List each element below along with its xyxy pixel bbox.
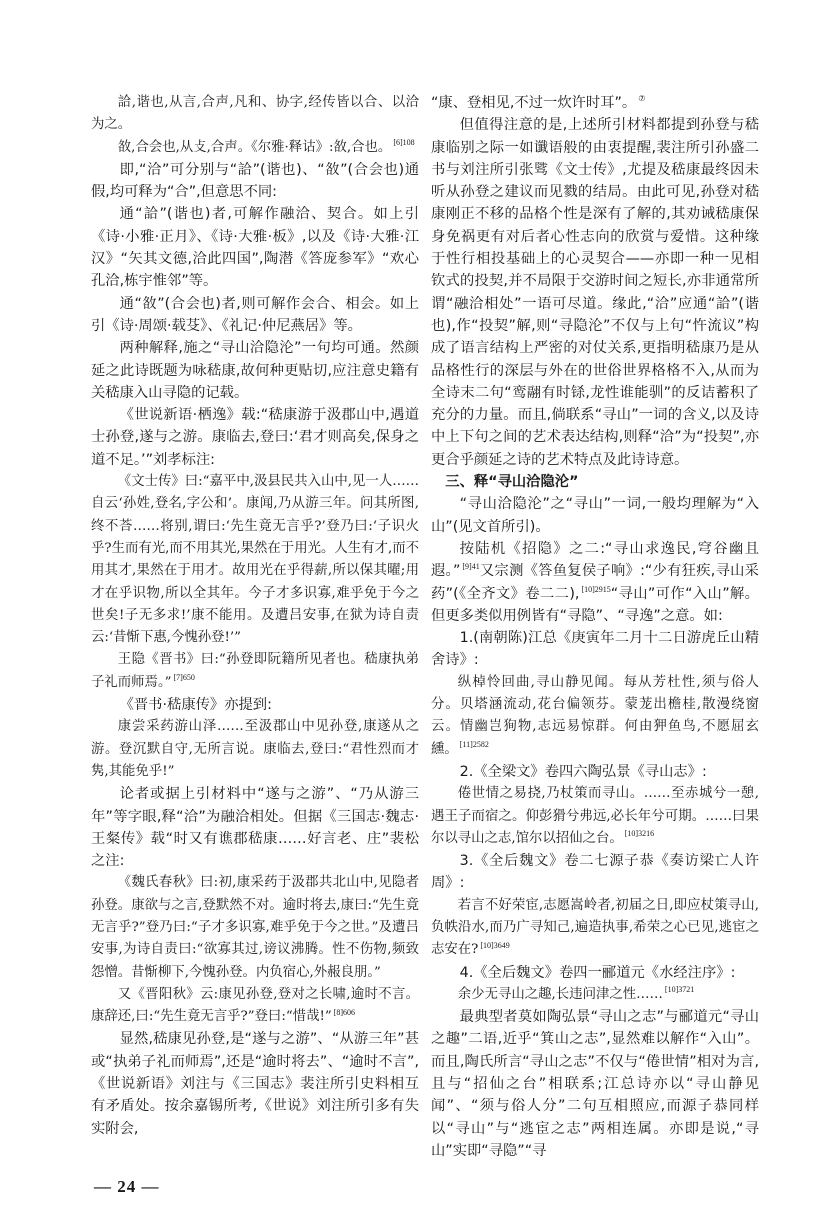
paragraph-text: 若言不好荣宦,志愿嵩岭者,初届之日,即应杖策寻山,负帙沿水,而乃广寻知己,遍造执事,希荣之心已见,逃宦之志安在? — [431, 897, 759, 958]
paragraph-text: 显然,嵇康见孙登,是“遂与之游”、“从游三年”甚或“执弟子礼而师焉”,还是“逾时将去”、“逾时不言”,《世说新语》刘注与《三国志》裴注所引史料相互有矛盾处。按余嘉锡所考,《世说》刘注所引多有失实附会, — [91, 1031, 419, 1137]
citation-ref: [10]3649 — [480, 940, 510, 950]
paragraph-text: 两种解释,施之“寻山洽隐沦”一句均可通。然颜延之此诗既题为咏嵇康,故何种更贴切,应注意史籍有关嵇康入山寻隐的记载。 — [91, 340, 419, 401]
paragraph-text: 詥,谐也,从言,合声,凡和、协字,经传皆以合、以洽为之。 — [91, 95, 419, 133]
paragraph-text: 又宗测《答鱼复侯子响》:“少有狂疾,寻山采药”(《全齐文》卷二二), — [431, 563, 759, 602]
paragraph-text: 《世说新语·栖逸》载:“嵇康游于汲郡山中,遇道士孙登,遂与之游。康临去,登曰:‘君才则高矣,保身之道不足。’”刘孝标注: — [91, 407, 419, 468]
paragraph-text: 2.《全梁文》卷四六陶弘景《寻山志》: — [459, 763, 707, 780]
body-paragraph — [431, 1006, 759, 1162]
paragraph-text: 三、释“寻山洽隐沦” — [445, 474, 579, 491]
paragraph-text: “寻山洽隐沦”之“寻山”一词,一般均理解为“入山”(见文首所引)。 — [431, 496, 759, 535]
citation-ref: [9]41 — [462, 562, 480, 572]
body-paragraph — [431, 114, 759, 471]
paragraph-text: 最典型者莫如陶弘景“寻山之志”与郦道元“寻山之趣”二语,近乎“箕山之志”,显然难以解作“入山”。而且,陶氏所言“寻山之志”不仅与“倦世情”相对为言,且与“招仙之台”相联系;江总诗亦以“寻山静见闻”、“须与俗人分”二句互相照应,而源子恭同样以“寻山”与“逃宦之志”两相连属。亦即是说,“寻山”实即“寻隐”“寻 — [431, 1009, 759, 1159]
paragraph-text: 《文士传》曰:“嘉平中,汲县民共入山中,见一人……自云‘孙姓,登名,字公和’。康闻,乃从游三年。问其所图,终不荅……将别,谓曰:‘先生竟无言乎?’登乃曰:‘子识火乎?生而有光,而不用其光,果然在于用光。人生有才,而不用其才,果然在于用才。故用光在乎得薪,所以保其曜;用才在乎识物,所以全其年。今子才多识寡,难乎免于今之世矣!子无多求!’康不能用。及遭吕安事,在狱为诗自责云:‘昔惭下惠,今愧孙登!’” — [91, 474, 419, 646]
block-quote — [91, 92, 419, 137]
paragraph-text: 但值得注意的是,上述所引材料都提到孙登与嵇康临别之际一如谶语般的由衷提醒,裴注所引孙盛二书与刘注所引张骘《文士传》,尤提及嵇康最终因未听从孙登之建议而见戮的结局。由此可见,孙登对嵇康刚正不移的品格个性是深有了解的,其劝诫嵇康保身免祸更有对后者心性志向的欣赏与爱惜。这种缘于性行相投基础上的心灵契合——亦即一种一见相钦式的投契,并不局限于交游时间之短长,亦非通常所谓“融洽相处”一语可尽道。缘此,“洽”应通“詥”(谐也),作“投契”解,则“寻隐沦”不仅与上句“忤流议”构成了语言结构上严密的对仗关系,更指明嵇康乃是从品格性行的深层与外在的世俗世界格格不入,从而为全诗末二句“鸾翮有时铩,龙性谁能驯”的反诘蓄积了充分的力量。而且,倘联系“寻山”一词的含义,以及诗中上下句之间的艺术表达结构,则释“洽”为“投契”,亦更合乎颜延之诗的艺术特点及此诗诗意。 — [431, 117, 759, 468]
block-quote — [91, 984, 419, 1029]
block-quote — [91, 471, 419, 649]
body-paragraph — [91, 293, 419, 338]
body-paragraph — [91, 694, 419, 716]
block-quote — [91, 137, 419, 159]
paragraph-text: 敋,合会也,从攴,合声。《尔雅·释诂》:敋,合也。 — [117, 139, 392, 155]
paragraph-text: 又《晋阳秋》云:康见孙登,登对之长啸,逾时不言。康辞还,曰:“先生竟无言乎?”登曰:“惜哉!” — [91, 986, 419, 1025]
block-quote — [431, 895, 759, 962]
paragraph-text: “康、登相见,不过一炊许时耳”。 — [431, 95, 637, 111]
body-paragraph — [431, 627, 759, 672]
block-quote — [431, 783, 759, 850]
paragraph-text: 4.《全后魏文》卷四一郦道元《水经注序》: — [459, 964, 736, 981]
citation-ref: [8]606 — [333, 1007, 356, 1017]
paragraph-text: 《魏氏春秋》曰:初,康采药于汲郡共北山中,见隐者孙登。康欲与之言,登默然不对。逾时将去,康曰:“先生竟无言乎?”登乃曰:“子才多识寡,难乎免于今之世。”及遭吕安事,为诗自责曰:“欲寡其过,谤议沸腾。性不伤物,频致怨憎。昔惭柳下,今愧孙登。内负宿心,外赧良朋。” — [91, 875, 420, 980]
body-paragraph — [431, 962, 759, 984]
citation-ref: [7]650 — [173, 673, 195, 683]
body-paragraph — [91, 337, 419, 404]
paragraph-text: 1.(南朝陈)江总《庚寅年二月十二日游虎丘山精舍诗》: — [431, 630, 759, 669]
body-paragraph — [91, 783, 419, 872]
block-quote — [91, 872, 419, 983]
block-quote — [431, 672, 759, 761]
page-number: — 24 — — [94, 1177, 160, 1196]
continued-paragraph — [431, 92, 759, 114]
paragraph-text: 纵棹怜回曲,寻山静见闻。每从芳杜性,须与俗人分。贝塔涵流动,花台偏领芬。蒙茏出檐桂,散漫绕窗云。情幽岂狥物,志远易惊群。何由狎鱼鸟,不愿屈玄纁。 — [431, 674, 759, 757]
body-paragraph — [91, 159, 419, 204]
body-paragraph — [431, 850, 759, 895]
citation-ref: ⑦ — [638, 94, 646, 104]
citation-ref: [10]3721 — [664, 985, 695, 995]
paragraph-text: 王隐《晋书》曰:“孙登即阮籍所见者也。嵇康执弟子礼而师焉。” — [91, 652, 419, 690]
paragraph-text: 3.《全后魏文》卷二七源子恭《奏访梁亡人许周》: — [431, 853, 759, 892]
body-paragraph — [91, 1028, 419, 1139]
body-paragraph — [431, 538, 759, 627]
left-column — [91, 92, 419, 1140]
body-paragraph — [431, 493, 759, 538]
paragraph-text: 倦世情之易挠,乃杖策而寻山。……至赤城兮一憩,遇王子而宿之。仰彭猾兮弗远,必长年兮可期。……曰果尔以寻山之志,馆尔以招仙之台。 — [431, 786, 759, 846]
block-quote — [431, 984, 759, 1006]
paragraph-text: 《晋书·嵇康传》亦提到: — [119, 697, 272, 714]
block-quote — [91, 649, 419, 694]
body-paragraph — [431, 761, 759, 783]
paragraph-text: 通“敋”(合会也)者,则可解作会合、相会。如上引《诗·周颂·载芟》、《礼记·仲尼燕居》等。 — [91, 295, 419, 334]
paragraph-text: “寻山”可作“入山”解。但更多类似用例皆有“寻隐”、“寻逸”之意。如: — [431, 585, 759, 624]
paragraph-text: 即,“洽”可分别与“詥”(谐也)、“敋”(合会也)通假,均可释为“合”,但意思不同: — [91, 161, 419, 201]
citation-ref: [10]3216 — [624, 829, 655, 839]
paragraph-text: 余少无寻山之趣,长违问津之性…… — [457, 986, 663, 1002]
citation-ref: [11]2582 — [459, 740, 489, 750]
body-paragraph — [91, 203, 419, 292]
section-heading — [431, 471, 759, 493]
right-column — [431, 92, 759, 1162]
citation-ref: [6]108 — [393, 138, 415, 148]
paragraph-text: 按陆机《招隐》之二:“寻山求逸民,穹谷幽且遐。” — [431, 540, 759, 580]
citation-ref: [10]2915 — [581, 584, 611, 594]
body-paragraph — [91, 404, 419, 471]
paragraph-text: 通“詥”(谐也)者,可解作融洽、契合。如上引《诗·小雅·正月》、《诗·大雅·板》,以及《诗·大雅·江汉》“矢其文德,洽此四国”,陶潜《答庞参军》“欢心孔洽,栋宇惟邻”等。 — [91, 206, 419, 290]
paragraph-text: 康尝采药游山泽……至汲郡山中见孙登,康遂从之游。登沉默自守,无所言说。康临去,登曰:“君性烈而才隽,其能免乎!” — [91, 719, 419, 779]
block-quote — [91, 716, 419, 783]
paragraph-text: 论者或据上引材料中“遂与之游”、“乃从游三年”等字眼,释“洽”为融洽相处。但据《三国志·魏志·王粲传》载“时又有谯郡嵇康……好言老、庄”裴松之注: — [91, 786, 419, 870]
